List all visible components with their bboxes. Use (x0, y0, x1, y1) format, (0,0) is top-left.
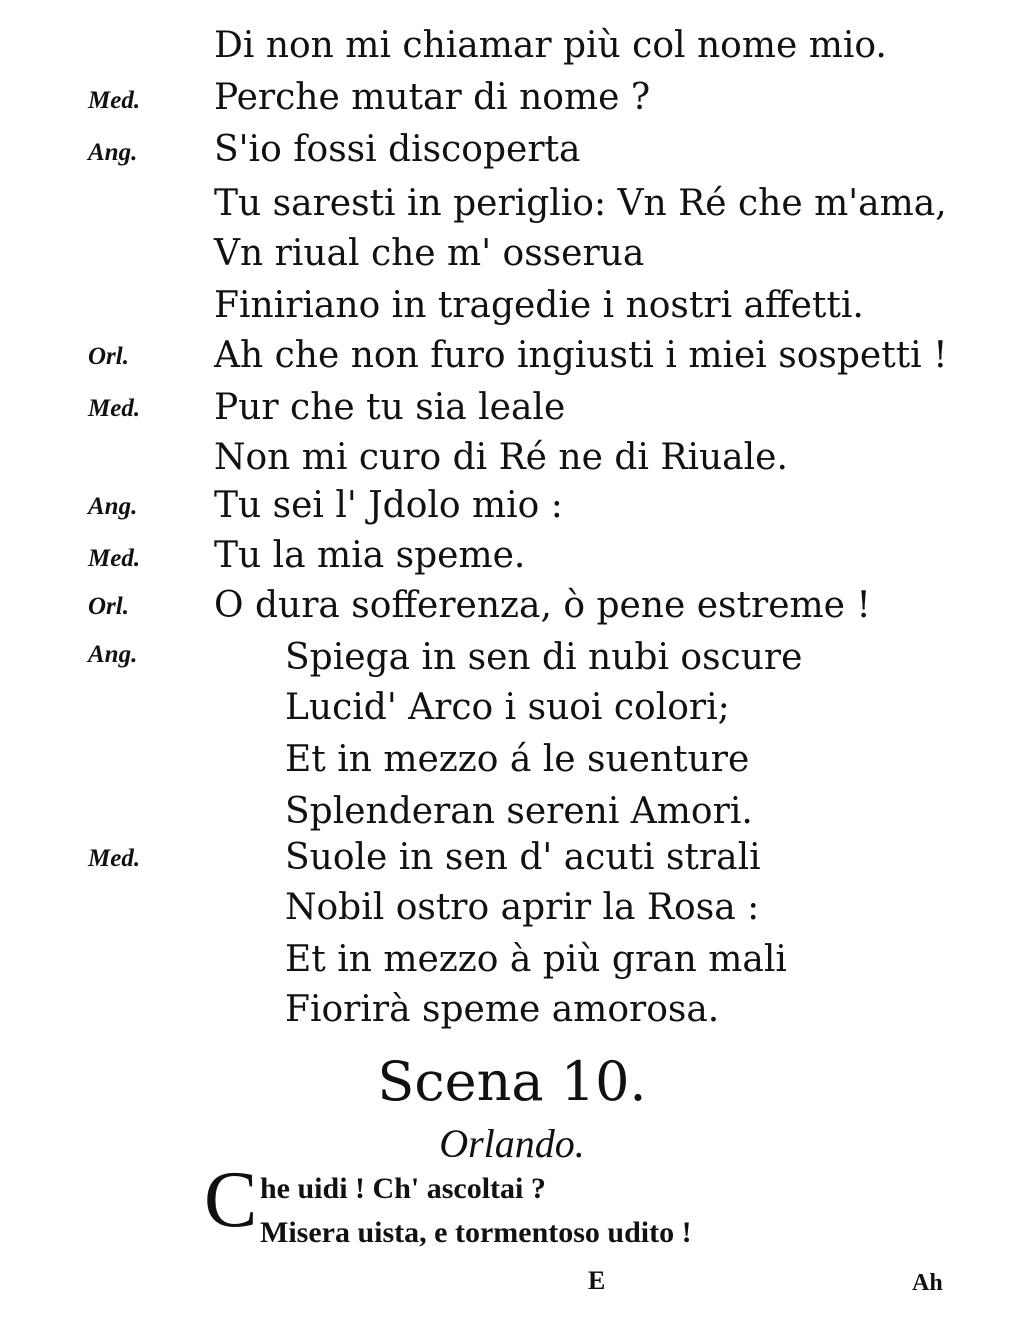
verse-text: Vn riual che m' osserua (214, 233, 645, 274)
speaker-label: Ang. (88, 641, 138, 668)
verse-text: Di non mi chiamar più col nome mio. (214, 25, 887, 66)
speaker-label: Med. (88, 395, 141, 422)
verse-text: Et in mezzo á le suenture (285, 739, 750, 780)
verse-text: Non mi curo di Ré ne di Riuale. (214, 437, 788, 478)
verse-text: Pur che tu sia leale (214, 387, 566, 428)
verse-text: Splenderan sereni Amori. (285, 791, 753, 832)
prose-line: Misera uista, e tormentoso udito ! (260, 1216, 692, 1249)
character-name: Orlando. (439, 1121, 585, 1166)
speaker-label: Orl. (88, 343, 129, 370)
verse-text: Finiriano in tragedie i nostri affetti. (214, 285, 864, 326)
verse-text: Nobil ostro aprir la Rosa : (285, 887, 760, 928)
verse-text: Et in mezzo à più gran mali (285, 939, 787, 980)
drop-cap: C (204, 1156, 258, 1244)
signature-mark: E (588, 1266, 606, 1295)
verse-text: Fiorirà speme amorosa. (285, 989, 720, 1030)
verse-text: Tu sei l' Jdolo mio : (214, 485, 563, 526)
verse-text: Ah che non furo ingiusti i miei sospetti ! (214, 335, 948, 376)
verse-text: Lucid' Arco i suoi colori; (285, 687, 730, 728)
scene-heading: Scena 10. (377, 1050, 647, 1113)
speaker-label: Ang. (88, 139, 138, 166)
verse-text: O dura sofferenza, ò pene estreme ! (214, 585, 871, 626)
catchword: Ah (912, 1270, 943, 1296)
verse-text: Perche mutar di nome ? (214, 77, 651, 118)
verse-text: Suole in sen d' acuti strali (285, 837, 761, 878)
verse-text: Tu saresti in periglio: Vn Ré che m'ama, (214, 183, 947, 224)
speaker-label: Med. (88, 845, 141, 872)
prose-line: he uidi ! Ch' ascoltai ? (260, 1172, 546, 1205)
speaker-label: Orl. (88, 593, 129, 620)
speaker-label: Med. (88, 87, 141, 114)
speaker-label: Ang. (88, 493, 138, 520)
verse-text: S'io fossi discoperta (214, 129, 581, 170)
verse-text: Spiega in sen di nubi oscure (285, 637, 803, 678)
speaker-label: Med. (88, 545, 141, 572)
verse-text: Tu la mia speme. (214, 535, 526, 576)
